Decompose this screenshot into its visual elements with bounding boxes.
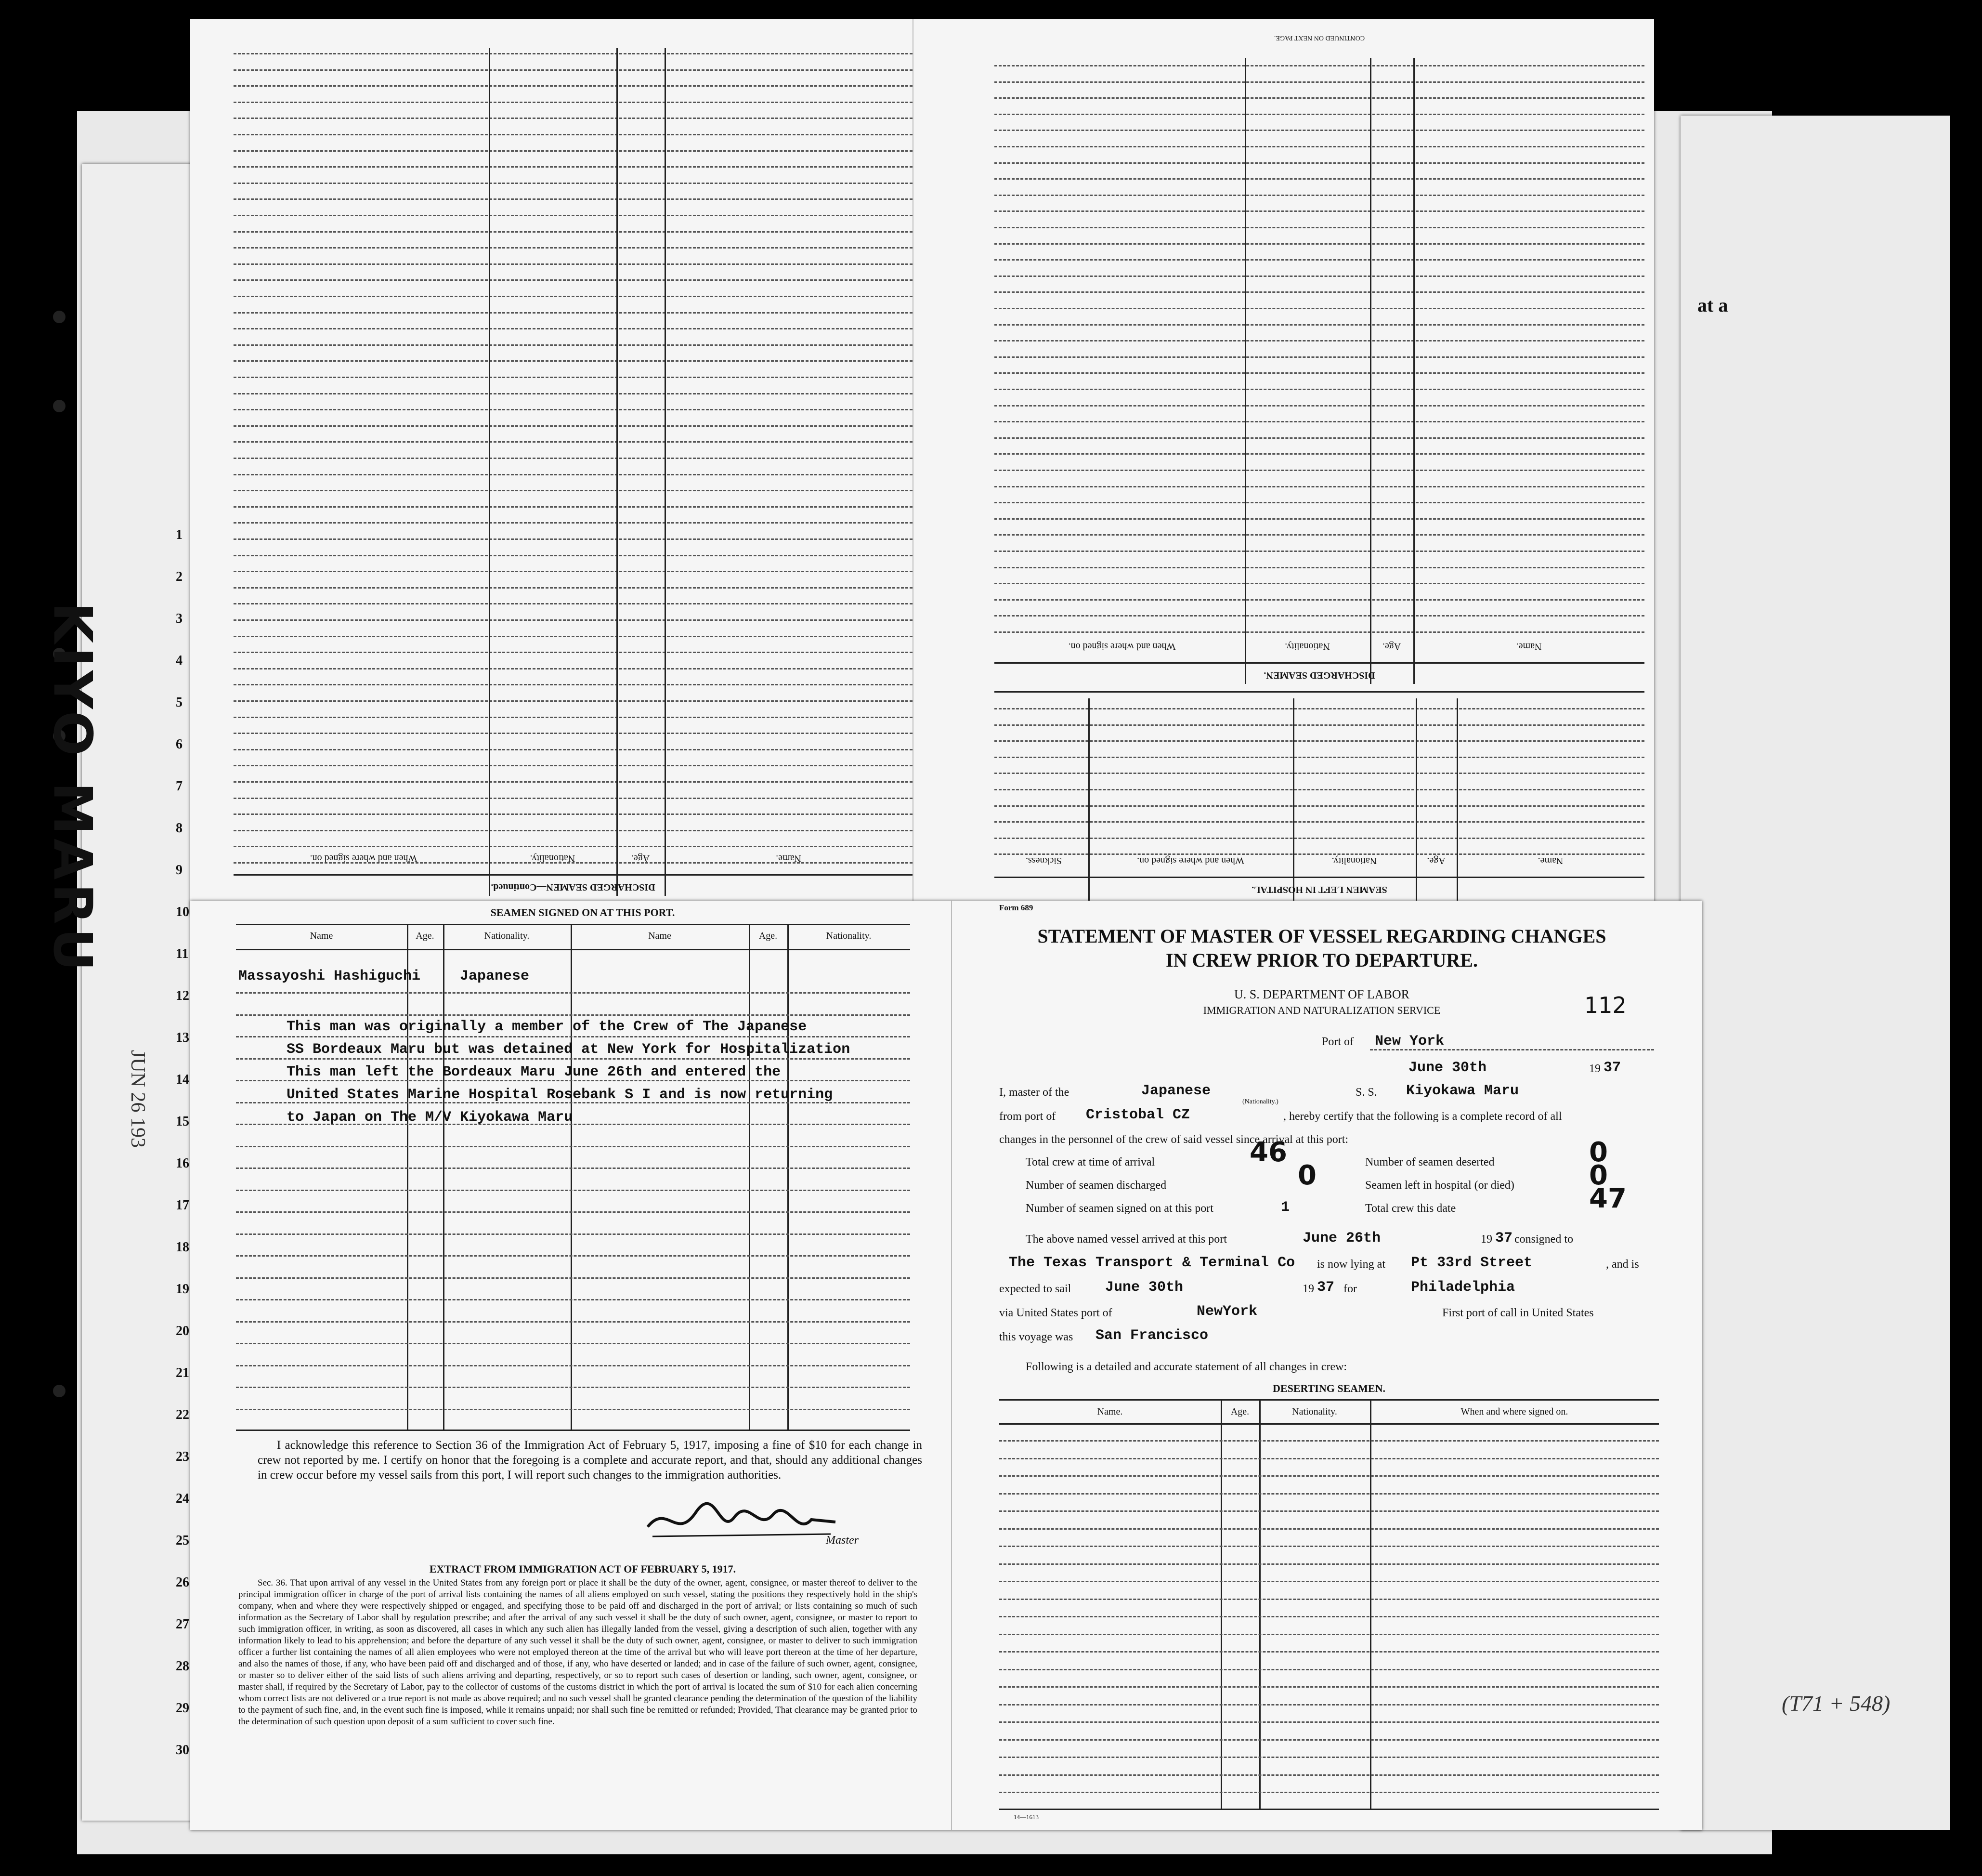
consignee: The Texas Transport & Terminal Co: [1009, 1255, 1295, 1271]
ruled-line: [994, 534, 1644, 536]
back-row-number: 18: [176, 1240, 189, 1255]
and-is-text: , and is: [1606, 1258, 1639, 1271]
ruled-line: [236, 1036, 910, 1037]
ruled-line: [236, 1321, 910, 1323]
back-row-number: 29: [176, 1701, 189, 1716]
department: U. S. DEPARTMENT OF LABOR: [1234, 987, 1409, 1001]
col-name: Name.: [776, 853, 801, 864]
ruled-line: [234, 312, 913, 314]
header-age-2: Age.: [758, 931, 778, 941]
ruled-line: [234, 846, 913, 847]
header-nationality: Nationality.: [484, 931, 530, 941]
ruled-line: [994, 389, 1644, 390]
ruled-line: [234, 198, 913, 200]
back-row-number: 22: [176, 1407, 189, 1422]
header-name-2: Name: [648, 931, 671, 941]
ruled-line: [994, 227, 1644, 228]
col-name: Name.: [1538, 855, 1564, 866]
ruled-line: [994, 518, 1644, 520]
ruled-line: [994, 130, 1644, 131]
ruled-line: [994, 838, 1644, 839]
ruled-line: [234, 765, 913, 766]
total-crew-date-label: Total crew this date: [1365, 1202, 1456, 1215]
ruled-line: [234, 263, 913, 265]
ruled-line: [994, 470, 1644, 471]
ruled-line: [994, 757, 1644, 758]
ruled-line: [999, 1546, 1659, 1547]
total-crew-date-value: 47: [1589, 1183, 1627, 1214]
ruled-line: [994, 405, 1644, 407]
back-row-number: 5: [176, 695, 183, 710]
ruled-line: [234, 781, 913, 783]
ruled-line: [236, 1233, 910, 1235]
from-port-label: from port of: [999, 1110, 1056, 1123]
ruled-line: [994, 551, 1644, 552]
acknowledgement-text: I acknowledge this reference to Section 36 of the Immigration Act of February 5, 1917, imposing a fine of $10 for each change in crew not reported by me. I certify on honor that the foregoing is a complete and accurate report, and that, should any additional changes in crew occur before my vessel sails from this port, I will report such changes to the immigration authorities.: [258, 1439, 922, 1482]
ruled-line: [236, 1365, 910, 1366]
discharged-value: 0: [1298, 1160, 1317, 1191]
upper-page: [190, 19, 1654, 915]
total-crew-arrival-value: 46: [1250, 1137, 1287, 1168]
ruled-line: [236, 1146, 910, 1147]
back-row-number: 12: [176, 988, 189, 1003]
ruled-line: [234, 538, 913, 540]
back-row-number: 21: [176, 1365, 189, 1380]
statement-title-2: IN CREW PRIOR TO DEPARTURE.: [1166, 949, 1478, 971]
ruled-line: [999, 1739, 1659, 1741]
back-row-number: 1: [176, 527, 183, 542]
header-age: Age.: [416, 931, 434, 941]
ruled-line: [999, 1528, 1659, 1530]
back-row-number: 6: [176, 737, 183, 752]
ruled-line: [234, 749, 913, 750]
ruled-line: [994, 502, 1644, 503]
lying-label: is now lying at: [1317, 1258, 1385, 1271]
ruled-line: [236, 1343, 910, 1344]
ruled-line: [994, 631, 1644, 633]
ruled-line: [994, 437, 1644, 439]
ruled-line: [999, 1704, 1659, 1705]
port-of-value: New York: [1375, 1033, 1445, 1050]
ruled-line: [994, 615, 1644, 617]
year-prefix: 19: [1589, 1063, 1601, 1075]
first-port-value: San Francisco: [1095, 1327, 1209, 1344]
back-row-number: 4: [176, 653, 183, 668]
ruled-line: [234, 102, 913, 103]
deserted-label: Number of seamen deserted: [1365, 1156, 1495, 1168]
sail-year-prefix: 19: [1303, 1283, 1314, 1295]
ruled-line: [234, 506, 913, 508]
ruled-line: [234, 328, 913, 329]
ruled-line: [994, 740, 1644, 742]
back-text-fragment: at a: [1697, 294, 1728, 316]
ruled-line: [236, 1168, 910, 1169]
master-signature: [638, 1493, 840, 1551]
signed-on-title: SEAMEN SIGNED ON AT THIS PORT.: [490, 906, 675, 918]
ruled-line: [994, 789, 1644, 790]
total-crew-arrival-label: Total crew at time of arrival: [1026, 1156, 1155, 1168]
ruled-line: [999, 1757, 1659, 1758]
ruled-line: [999, 1510, 1659, 1512]
ruled-line: [999, 1563, 1659, 1565]
extract-title: EXTRACT FROM IMMIGRATION ACT OF FEBRUARY 5, 1917.: [429, 1563, 736, 1575]
extract-text: Sec. 36. That upon arrival of any vessel in the United States from any foreign port or place it shall be the duty of the owner, agent, consignee, or master thereof to deliver to the principal immigration officer in charge of the port of arrival lists containing the names of all aliens employed on such vessel, stating the positions they respectively hold in the ship's company, when and where they were respectively shipped or engaged, and specifying those to be paid off and discharged in the port of arrival; or lists containing so much of such information as the Secretary of Labor shall by regulation prescribe; and after the arrival of any such vessel it shall be the duty of such owner, agent, consignee, or master to report to such immigration officer, in writing, as soon as discovered, all cases in which any such alien has illegally landed from the vessel, giving a description of such alien, together with any information likely to lead to his apprehension; and before the departure of any such vessel it shall be the duty of such owner, agent, consignee, or master to deliver to such immigration officer a further list containing the names of all alien employees who were not employed thereon at the time of the arrival but who will leave port thereon at the time of her departure, and also the names of those, if any, who have been paid off and discharged and of those, if any, who have deserted or landed; and in case of the failure of such owner, agent, consignee, or master so to deliver either of the said lists of such aliens arriving and departing, respectively, or so to report such cases of desertion or landing, such owner, agent, consignee, or master shall, if required by the Secretary of Labor, pay to the collector of customs of the customs district in which the port of arrival is located the sum of $10 for each alien concerning whom correct lists are not delivered or a true report is not made as above required; and no such vessel shall be granted clearance pending the determination of the question of the liability to the payment of such fine, and, in the event such fine is imposed, while it remains unpaid; nor shall such fine be remitted or refunded; Provided, That clearance may be granted prior to the determination of such question upon deposit of a sum sufficient to cover such fine.: [238, 1578, 917, 1727]
deserting-header-when-where: When and where signed on.: [1460, 1406, 1568, 1417]
sail-date: June 30th: [1105, 1279, 1184, 1296]
ruled-line: [234, 247, 913, 249]
ruled-line: [999, 1669, 1659, 1670]
ruled-line: [994, 724, 1644, 726]
col-age: Age.: [1427, 855, 1446, 866]
col-nationality: Nationality.: [1285, 641, 1330, 652]
page-number: 112: [1584, 992, 1627, 1018]
ship-name-handwriting: KIYO MARU: [42, 602, 104, 975]
lower-page: [190, 901, 1702, 1830]
back-row-number: 11: [176, 946, 189, 961]
ruled-line: [234, 733, 913, 734]
col-nationality: Nationality.: [530, 853, 575, 864]
ruled-line: [999, 1651, 1659, 1653]
ruled-line: [994, 324, 1644, 326]
master-label: Master: [826, 1534, 859, 1547]
ruled-line: [234, 344, 913, 346]
remark-line: United States Marine Hospital Rosebank S I and is now returning: [287, 1087, 833, 1103]
ruled-line: [234, 684, 913, 685]
ruled-line: [234, 215, 913, 216]
back-row-number: 15: [176, 1114, 189, 1129]
ruled-line: [994, 372, 1644, 374]
deserted-value: 0: [1589, 1137, 1608, 1168]
section-title: DISCHARGED SEAMEN.: [1264, 670, 1375, 681]
back-row-number: 14: [176, 1072, 189, 1087]
back-row-number: 10: [176, 905, 189, 919]
arrived-date: June 26th: [1303, 1230, 1381, 1246]
ruled-line: [999, 1475, 1659, 1477]
ruled-line: [999, 1634, 1659, 1635]
first-port-label: First port of call in United States: [1442, 1307, 1594, 1319]
ruled-line: [236, 1299, 910, 1300]
ruled-line: [994, 599, 1644, 601]
ruled-line: [234, 603, 913, 604]
via-label: via United States port of: [999, 1307, 1112, 1319]
ruled-line: [999, 1458, 1659, 1459]
ruled-line: [994, 195, 1644, 196]
section-title: SEAMEN LEFT IN HOSPITAL.: [1252, 884, 1387, 895]
ruled-line: [994, 275, 1644, 277]
ruled-line: [234, 587, 913, 589]
ruled-line: [234, 458, 913, 459]
remark-line: to Japan on The M/V Kiyokawa Maru: [287, 1109, 573, 1126]
ruled-line: [994, 162, 1644, 164]
ruled-line: [994, 291, 1644, 293]
col-when-where: When and where signed on.: [310, 853, 417, 864]
ruled-line: [994, 583, 1644, 584]
seaman-nationality: Japanese: [460, 968, 530, 984]
punch-hole: [53, 1385, 65, 1397]
voyage-label: this voyage was: [999, 1331, 1073, 1343]
signed-on-label: Number of seamen signed on at this port: [1026, 1202, 1213, 1215]
master-of-label: I, master of the: [999, 1086, 1069, 1099]
ruled-line: [234, 279, 913, 281]
ruled-line: [234, 377, 913, 378]
ruled-line: [234, 700, 913, 702]
ruled-line: [994, 708, 1644, 709]
ruled-line: [234, 53, 913, 54]
ruled-line: [234, 441, 913, 443]
ruled-line: [234, 166, 913, 168]
date-stamp: JUN 26 193: [127, 1050, 149, 1148]
ruled-line: [999, 1440, 1659, 1442]
statement-date: June 30th: [1408, 1060, 1487, 1076]
ruled-line: [994, 567, 1644, 568]
ruled-line: [234, 619, 913, 621]
ruled-line: [234, 798, 913, 799]
ruled-line: [234, 425, 913, 427]
section-title: DISCHARGED SEAMEN—Continued.: [491, 882, 655, 892]
punch-hole: [53, 311, 65, 323]
ruled-line: [234, 150, 913, 152]
from-port-value: Cristobal CZ: [1086, 1107, 1190, 1123]
back-sheet-right: [1681, 116, 1950, 1830]
arrived-year-prefix: 19: [1481, 1233, 1492, 1246]
following-text: Following is a detailed and accurate statement of all changes in crew:: [1026, 1361, 1347, 1373]
back-row-number: 20: [176, 1324, 189, 1338]
ruled-line: [994, 243, 1644, 245]
ruled-line: [994, 486, 1644, 487]
form-number: Form 689: [999, 903, 1033, 912]
ruled-line: [999, 1721, 1659, 1723]
ruled-line: [994, 453, 1644, 455]
ruled-line: [236, 1409, 910, 1410]
print-code: 14—1613: [1014, 1813, 1039, 1821]
col-name: Name.: [1516, 641, 1542, 652]
ruled-line: [234, 393, 913, 394]
back-row-number: 30: [176, 1743, 189, 1758]
ruled-line: [994, 356, 1644, 358]
ruled-line: [234, 474, 913, 475]
ruled-line: [994, 81, 1644, 83]
header-name: Name: [310, 931, 333, 941]
ruled-line: [236, 992, 910, 994]
ruled-line: [234, 555, 913, 556]
back-row-number: 3: [176, 611, 183, 626]
ruled-line: [234, 118, 913, 119]
ruled-line: [236, 1190, 910, 1191]
ruled-line: [234, 296, 913, 297]
ruled-line: [994, 340, 1644, 341]
ruled-line: [994, 805, 1644, 807]
service: IMMIGRATION AND NATURALIZATION SERVICE: [1203, 1004, 1441, 1016]
back-row-number: 8: [176, 821, 183, 836]
discharged-label: Number of seamen discharged: [1026, 1179, 1167, 1192]
punch-hole: [53, 400, 65, 412]
deserting-title: DESERTING SEAMEN.: [1273, 1382, 1385, 1394]
for-label: for: [1343, 1283, 1357, 1295]
expected-label: expected to sail: [999, 1283, 1071, 1295]
ruled-line: [994, 97, 1644, 99]
destination: Philadelphia: [1411, 1279, 1515, 1296]
col-age: Age.: [1382, 641, 1401, 652]
ruled-line: [999, 1686, 1659, 1688]
back-row-number: 9: [176, 863, 183, 878]
remark-line: This man left the Bordeaux Maru June 26th and entered the: [287, 1064, 781, 1080]
changes-text: changes in the personnel of the crew of said vessel since arrival at this port:: [999, 1133, 1349, 1146]
back-row-number: 16: [176, 1156, 189, 1171]
back-row-number: 17: [176, 1198, 189, 1213]
ruled-line: [234, 571, 913, 572]
consigned-label: consigned to: [1514, 1233, 1573, 1246]
back-row-number: 25: [176, 1533, 189, 1548]
lying-at: Pt 33rd Street: [1411, 1255, 1533, 1271]
back-row-number: 19: [176, 1282, 189, 1297]
deserting-header-nationality: Nationality.: [1292, 1406, 1337, 1417]
ruled-line: [234, 183, 913, 184]
nationality-value: Japanese: [1141, 1083, 1211, 1099]
back-row-number: 2: [176, 569, 183, 584]
continued-note: CONTINUED ON NEXT PAGE.: [1274, 34, 1365, 41]
ruled-line: [999, 1581, 1659, 1582]
ruled-line: [236, 1211, 910, 1213]
signed-on-value: 1: [1281, 1199, 1290, 1216]
hospital-value: 0: [1589, 1160, 1608, 1191]
col-age: Age.: [631, 853, 650, 864]
remark-line: SS Bordeaux Maru but was detained at New York for Hospitalization: [287, 1041, 850, 1058]
deserting-header-name: Name.: [1097, 1406, 1123, 1417]
ruled-line: [994, 259, 1644, 261]
ruled-line: [994, 178, 1644, 180]
arrived-label: The above named vessel arrived at this port: [1026, 1233, 1227, 1246]
ruled-line: [234, 830, 913, 831]
ruled-line: [994, 114, 1644, 115]
nationality-caption: (Nationality.): [1242, 1098, 1278, 1105]
ruled-line: [236, 1255, 910, 1257]
ruled-line: [999, 1493, 1659, 1495]
via-port: NewYork: [1197, 1303, 1258, 1320]
ruled-line: [236, 1387, 910, 1388]
ruled-line: [994, 421, 1644, 422]
ruled-line: [234, 813, 913, 815]
ruled-line: [234, 717, 913, 718]
ruled-line: [999, 1792, 1659, 1793]
back-row-number: 13: [176, 1030, 189, 1045]
right-margin-note: (T71 + 548): [1782, 1691, 1891, 1716]
ruled-line: [234, 69, 913, 71]
ruled-line: [999, 1774, 1659, 1776]
ruled-line: [994, 308, 1644, 309]
ruled-line: [234, 231, 913, 233]
ruled-line: [994, 821, 1644, 823]
col-when-where: When and where signed on.: [1068, 641, 1176, 652]
back-row-number: 24: [176, 1491, 189, 1506]
ruled-line: [234, 360, 913, 362]
ruled-line: [236, 1058, 910, 1060]
ruled-line: [236, 1277, 910, 1279]
ruled-line: [994, 210, 1644, 212]
back-row-number: 7: [176, 779, 183, 794]
arrived-year: 37: [1495, 1230, 1513, 1246]
back-row-number: 27: [176, 1617, 189, 1632]
ruled-line: [234, 85, 913, 87]
ruled-line: [234, 134, 913, 135]
back-row-number: 26: [176, 1575, 189, 1590]
remark-line: This man was originally a member of the Crew of The Japanese: [287, 1019, 807, 1035]
ship-name: Kiyokawa Maru: [1406, 1083, 1519, 1099]
col-nationality: Nationality.: [1331, 855, 1377, 866]
ss-label: S. S.: [1356, 1086, 1377, 1099]
back-row-number: 23: [176, 1449, 189, 1464]
ruled-line: [234, 668, 913, 669]
ruled-line: [234, 522, 913, 524]
col-when-where: When and where signed on.: [1137, 855, 1244, 866]
col-sickness: Sickness.: [1026, 855, 1062, 866]
ruled-line: [999, 1616, 1659, 1617]
ruled-line: [234, 409, 913, 410]
header-nationality-2: Nationality.: [826, 931, 872, 941]
ruled-line: [994, 146, 1644, 147]
deserting-header-age: Age.: [1230, 1406, 1250, 1417]
back-row-number: 28: [176, 1659, 189, 1674]
seaman-name: Massayoshi Hashiguchi: [238, 968, 421, 984]
sail-year: 37: [1317, 1279, 1335, 1296]
fold-line: [951, 901, 952, 1830]
statement-title-1: STATEMENT OF MASTER OF VESSEL REGARDING CHANGES: [1037, 925, 1606, 947]
ruled-line: [994, 773, 1644, 774]
ruled-line: [234, 490, 913, 491]
statement-year: 37: [1604, 1060, 1621, 1076]
ruled-line: [234, 652, 913, 653]
ruled-line: [236, 1014, 910, 1016]
ruled-line: [994, 65, 1644, 66]
certify-text: , hereby certify that the following is a complete record of all: [1283, 1110, 1562, 1123]
hospital-label: Seamen left in hospital (or died): [1365, 1179, 1514, 1192]
port-of-label: Port of: [1322, 1036, 1354, 1048]
ruled-line: [234, 636, 913, 637]
ruled-line: [999, 1599, 1659, 1600]
